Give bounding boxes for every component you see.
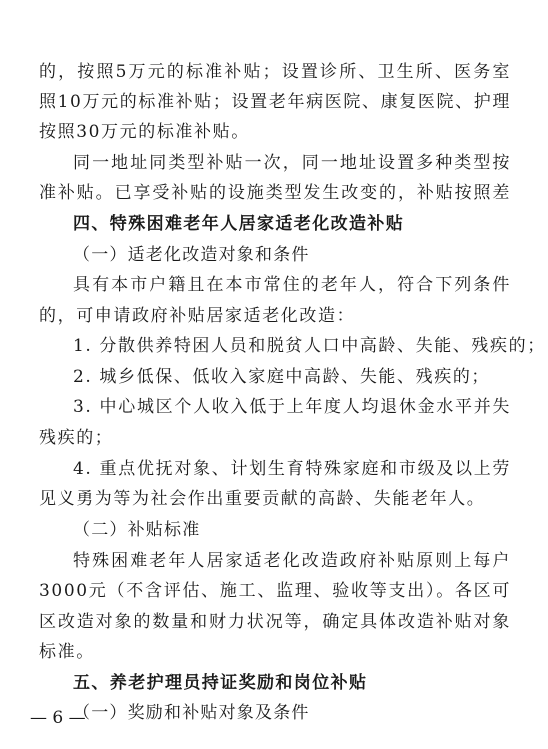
page-number: — 6 — (30, 708, 86, 728)
paragraph-line: 的，按照5万元的标准补贴；设置诊所、卫生所、医务室 (39, 62, 511, 82)
paragraph-line: 标准。 (39, 642, 95, 662)
subsection-heading: （二）补贴标准 (73, 520, 201, 540)
paragraph-line: 3000元（不含评估、施工、监理、验收等支出）。各区可 (39, 581, 511, 601)
paragraph-line: 同一地址同类型补贴一次，同一地址设置多种类型按 (73, 153, 511, 173)
paragraph-line: 特殊困难老年人居家适老化改造政府补贴原则上每户 (73, 551, 511, 571)
section-heading: 四、特殊困难老年人居家适老化改造补贴 (73, 214, 405, 234)
list-item-continuation: 残疾的； (39, 428, 114, 448)
paragraph-line: 照10万元的标准补贴；设置老年病医院、康复医院、护理 (39, 92, 511, 112)
list-item: 1. 分散供养特困人员和脱贫人口中高龄、失能、残疾的； (73, 336, 546, 356)
list-item: 2. 城乡低保、低收入家庭中高龄、失能、残疾的； (73, 367, 491, 387)
subsection-heading: （一）奖励和补贴对象及条件 (73, 703, 310, 723)
list-item-continuation: 见义勇为等为社会作出重要贡献的高龄、失能老年人。 (39, 489, 486, 509)
paragraph-line: 按照30万元的标准补贴。 (39, 122, 250, 142)
section-heading: 五、养老护理员持证奖励和岗位补贴 (73, 673, 368, 693)
paragraph-line: 准补贴。已享受补贴的设施类型发生改变的，补贴按照差 (39, 183, 511, 203)
list-item: 3. 中心城区个人收入低于上年度人均退休金水平并失 (73, 397, 511, 417)
list-item: 4. 重点优抚对象、计划生育特殊家庭和市级及以上劳 (73, 459, 511, 479)
subsection-heading: （一）适老化改造对象和条件 (73, 245, 310, 265)
paragraph-line: 区改造对象的数量和财力状况等，确定具体改造补贴对象 (39, 612, 511, 632)
paragraph-line: 具有本市户籍且在本市常住的老年人，符合下列条件 (73, 275, 511, 295)
paragraph-line: 的，可申请政府补贴居家适老化改造： (39, 306, 356, 326)
